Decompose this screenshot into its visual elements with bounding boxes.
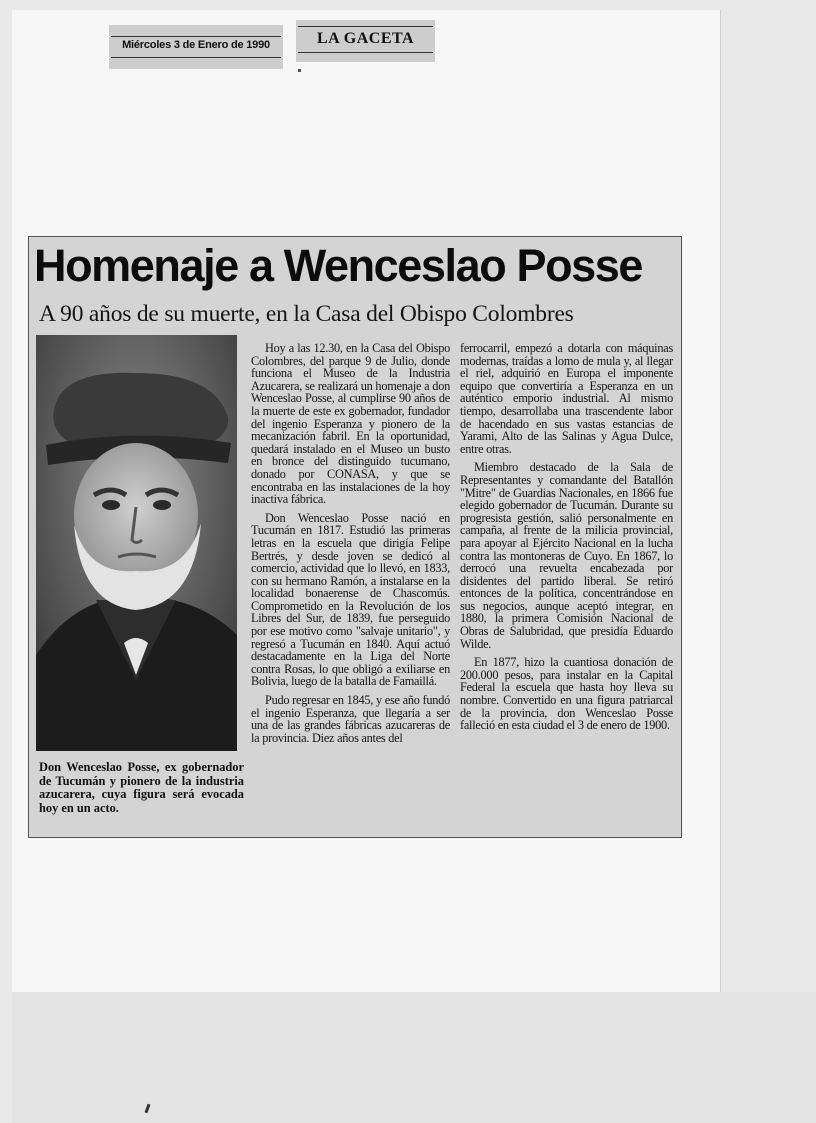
paragraph: Hoy a las 12.30, en la Casa del Obispo Colombres, del parque 9 de Julio, donde funciona el Museo de la Industria Azucarera, se realizará un homenaje a don Wenceslao Posse, al cumplirse 90 años de la muerte de este ex gobernador, fundador del ingenio Esperanza y pionero de la mecanización fabril. En la oportunidad, quedará instalado en el Museo un busto en bronce del distinguido tucumano, donado por CONASA, y que se encontraba en las instalaciones de la hoy inactiva fábrica. <box>251 341 450 507</box>
scanner-background <box>12 992 816 1123</box>
subheadline: A 90 años de su muerte, en la Casa del Obispo Colombres <box>39 301 574 327</box>
portrait-photo <box>36 335 237 751</box>
publication-date: Miércoles 3 de Enero de 1990 <box>122 39 270 51</box>
article-clipping <box>28 236 682 838</box>
date-rule-top <box>111 36 281 37</box>
portrait-illustration <box>36 335 237 751</box>
article-column-2 <box>251 342 450 750</box>
paragraph: Don Wenceslao Posse nació en Tucumán en 1817. Estudió las primeras letras en la escuela que dirigía Felipe Bertrés, y desde joven se dedicó al comercio, actividad que lo llevó, en 1833, con su hermano Ramón, a instalarse en la localidad bonaerense de Chascomús. Comprometido en la Revolución de los Libres del Sur, de 1839, fue perseguido por ese motivo como "salvaje unitario", y regresó a Tucumán en 1840. Aquí actuó destacadamente en la Liga del Norte contra Rosas, lo que obligó a exiliarse en Bolivia, luego de la batalla de Famaillá. <box>251 510 450 689</box>
paper-rule-bottom <box>298 52 433 53</box>
paragraph: Miembro destacado de la Sala de Representantes y comandante del Batallón "Mitre" de Guardias Nacionales, en 1866 fue elegido gobernador de Tucumán. Durante su progresista gestión, salió personalmente en campaña, al frente de la milicia provincial, para apoyar al Ejército Nacional en la lucha contra las montoneras de Cuyo. En 1867, lo derrocó una revuelta encabezada por disidentes del partido liberal. Se retiró entonces de la política, concentrándose en sus negocios, aunque aceptó integrar, en 1880, la primera Comisión Nacional de Obras de Salubridad, que presidía Eduardo Wilde. <box>460 460 673 651</box>
newspaper-name: LA GACETA <box>316 30 415 47</box>
print-mark <box>298 69 301 72</box>
paper-rule-top <box>298 26 433 27</box>
article-column-3 <box>460 342 673 738</box>
paragraph: En 1877, hizo la cuantiosa donación de 200.000 pesos, para instalar en la Capital Federal la escuela que hasta hoy lleva su nombre. Convertido en una figura patriarcal de la provincia, don Wenceslao Posse falleció en esta ciudad el 3 de enero de 1900. <box>460 655 673 733</box>
date-rule-bottom <box>111 57 281 58</box>
newspaper-strip <box>296 20 435 62</box>
paragraph: Pudo regresar en 1845, y ese año fundó el ingenio Esperanza, que llegaría a ser una de las grandes fábricas azucareras de la provincia. Diez años antes del <box>251 693 450 745</box>
date-strip <box>109 25 283 69</box>
photo-caption: Don Wenceslao Posse, ex gobernador de Tucumán y pionero de la industria azucarera, cuya figura será evocada hoy en un acto. <box>39 760 244 815</box>
headline: Homenaje a Wenceslao Posse <box>34 240 643 291</box>
paragraph: ferrocarril, empezó a dotarla con máquinas modernas, traídas a lomo de mula y, al llegar el riel, adquirió en Europa el imponente equipo que convertiría a Esperanza en un auténtico emporio industrial. Al mismo tiempo, desarrollaba una trascendente labor de hacendado en sus vastas estancias de Yarami, Alto de las Salinas y Agua Dulce, entre otras. <box>460 341 673 456</box>
